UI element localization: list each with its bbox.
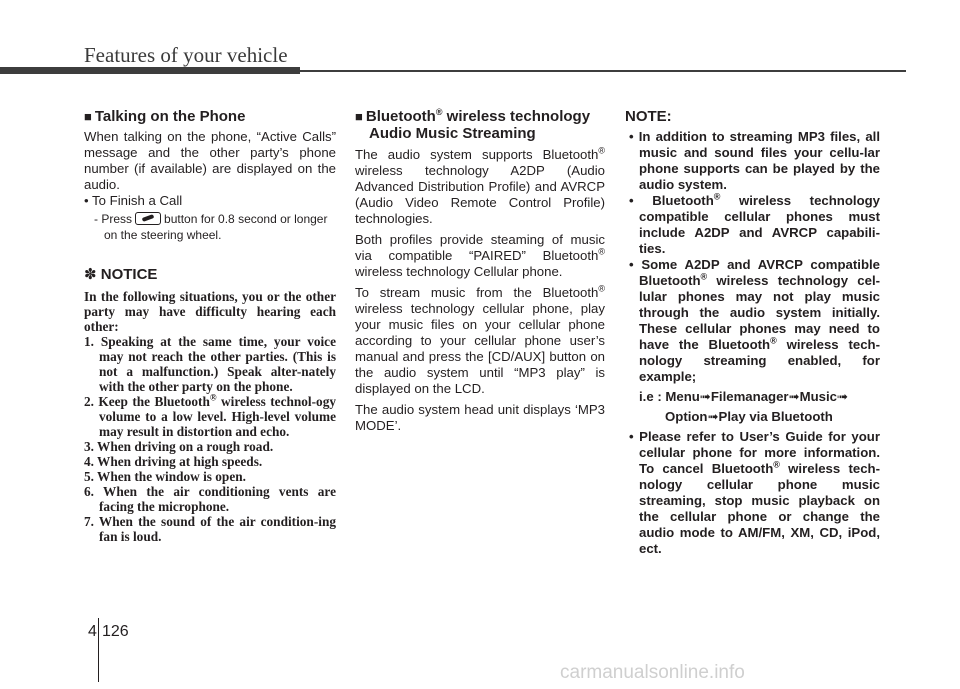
notice-item-4: 4. When driving at high speeds.	[84, 454, 263, 469]
notice-item-7: 7. When the sound of the air condition-ing fan is loud.	[84, 514, 336, 544]
watermark: carmanualsonline.info	[560, 662, 745, 683]
streaming-p4: The audio system head unit displays ‘MP3 MODE’.	[355, 402, 605, 433]
page-header-title: Features of your vehicle	[84, 43, 288, 67]
streaming-p3: To stream music from the Bluetooth® wireless technology cellular phone, play your music files on your cellular phone according to your cellular phone user’s manual and press the [CD/AUX] button on the audio system until “MP3 play” is displayed on the LCD.	[355, 283, 605, 396]
notice-item-5: 5. When the window is open.	[84, 469, 246, 484]
notice-title: ✽ NOTICE	[84, 266, 158, 283]
column-audio-streaming	[355, 108, 605, 434]
notice-intro: In the following situations, you or the other party may have difficulty hearing each other:	[84, 289, 336, 334]
note-item-3: • Some A2DP and AVRCP compatible Bluetooth® wireless technology cel-lular phones may not play music through the audio system initially. These cellular phones may need to have the Bluetooth® wireless tech-nology streaming enabled, for example;	[629, 257, 880, 384]
square-bullet-icon: ■	[355, 109, 363, 124]
square-bullet-icon: ■	[84, 109, 92, 124]
note-item-2: • Bluetooth® wireless technology compatible cellular phones must include A2DP and AVRCP capabili-ties.	[629, 191, 881, 256]
notice-item-6: 6. When the air conditioning vents are facing the microphone.	[84, 484, 336, 514]
note-example-line2: Option➟Play via Bluetooth	[665, 409, 833, 424]
section-title-talking: ■ Talking on the Phone	[84, 108, 246, 125]
note-item-4: • Please refer to User’s Guide for your cellular phone for more information. To cancel Bluetooth® wireless tech-nology cellular phone music streaming, stop music playback on the cellular phone or change the audio mode to AM/FM, XM, CD, iPod, ect.	[629, 429, 881, 556]
note-example-line1: i.e : Menu➟Filemanager➟Music➟	[639, 389, 849, 404]
note-item-1: • In addition to streaming MP3 files, all music and sound files your cellu-lar phone supports can be played by the audio system.	[629, 129, 880, 192]
note-title: NOTE:	[625, 108, 672, 125]
chapter-number: 4	[88, 623, 97, 640]
notice-item-3: 3. When driving on a rough road.	[84, 439, 274, 454]
finish-call-instruction: - Press button for 0.8 second or longer on the steering wheel.	[94, 212, 328, 242]
header-rule	[300, 70, 906, 72]
end-call-icon	[135, 212, 161, 225]
header-bar	[0, 67, 300, 74]
page-number: 126	[102, 623, 129, 640]
column-note	[625, 108, 880, 557]
streaming-p1: The audio system supports Bluetooth® wireless technology A2DP (Audio Advanced Distribution Profile) and AVRCP (Audio Video Remote Control Profile) technologies.	[355, 145, 605, 226]
section-title-streaming: ■ Bluetooth® wireless technology Audio Music Streaming	[355, 107, 591, 142]
notice-item-2: 2. Keep the Bluetooth® wireless technol-ogy volume to a low level. High-level volume may result in distortion and echo.	[84, 392, 336, 439]
finish-call-bullet: • To Finish a Call	[84, 193, 183, 208]
streaming-p2: Both profiles provide steaming of music via compatible “PAIRED” Bluetooth® wireless technology Cellular phone.	[355, 232, 605, 279]
notice-item-1: 1. Speaking at the same time, your voice may not reach the other parties. (This is not a malfunction.) Speak alter-nately with the other party on the phone.	[84, 334, 336, 394]
column-talking-on-phone	[84, 108, 336, 544]
footer-divider	[98, 618, 99, 682]
talking-intro: When talking on the phone, “Active Calls” message and the other party’s phone number (if available) are displayed on the audio.	[84, 129, 336, 192]
